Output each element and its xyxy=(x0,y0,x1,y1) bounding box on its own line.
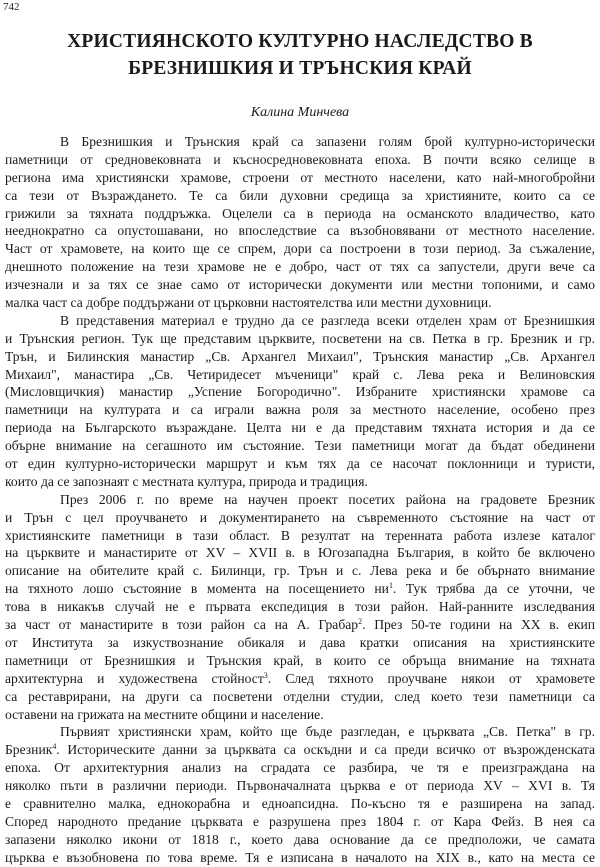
body-line xyxy=(5,187,595,205)
body-line xyxy=(5,205,595,223)
body-line xyxy=(5,473,595,491)
line-text: за част от манастирите в този район са на А. Грабар xyxy=(5,617,359,633)
line-text: са тези от Възраждането. Те са били духовни средища за християните, които са се xyxy=(5,187,595,203)
body-line xyxy=(5,509,595,527)
title-line-2: БРЕЗНИШКИЯ И ТРЪНСКИЯ КРАЙ xyxy=(128,58,472,79)
line-text: Трън, и Билинския манастир „Св. Архангел Михаил", Трънския манастир „Св. Архангел xyxy=(5,348,595,364)
footnote-ref[interactable]: 3 xyxy=(263,670,268,680)
line-text: региона има християнски храмове, строени от местното населени, като най-многобройни xyxy=(5,169,595,185)
line-text: са реставрирани, на други са посветени отделни студии, след което тези паметници са xyxy=(5,688,595,704)
line-text: църква е възобновена по това време. Тя е изписана в началото на XIX в., като на места се xyxy=(5,849,595,865)
body-line xyxy=(5,222,595,240)
body-line xyxy=(5,616,595,634)
body-line xyxy=(5,366,595,384)
line-text: описание на обителите край с. Билинци, гр. Трън и с. Лева река и бе обърнато внимание xyxy=(5,563,595,579)
line-text: През 2006 г. по време на научен проект посетих района на градовете Брезник xyxy=(60,491,595,507)
line-text: Част от храмовете, на които ще се спрем, дори са построени в този период. За съжаление, xyxy=(5,241,595,257)
body-line xyxy=(5,240,595,258)
body-line xyxy=(5,312,595,330)
line-text-continued: . След тяхното проучване някои от храмовете xyxy=(267,670,595,686)
line-text: Първият християнски храм, който ще бъде разгледан, е църквата „Св. Петка" в гр. xyxy=(60,724,595,740)
body-line xyxy=(5,544,595,562)
footnote-ref[interactable]: 2 xyxy=(358,617,363,627)
body-line xyxy=(5,151,595,169)
body-line xyxy=(5,455,595,473)
body-line xyxy=(5,527,595,545)
line-text: на църквите и манастирите от XV – XVII в. в Югозападна България, в който бе включено xyxy=(5,545,595,561)
article-body xyxy=(5,133,595,867)
body-line xyxy=(5,276,595,294)
line-text: оставени на грижата на местните общини и население. xyxy=(5,706,324,722)
line-text: Според народното предание църквата е разрушена през 1804 г. от Кара Фейз. В нея са xyxy=(5,813,595,829)
line-text: обърне внимание на сегашното им състояние. Тези паметници могат да бъдат обединени xyxy=(5,438,595,454)
body-line xyxy=(5,741,595,759)
line-text-continued: . Тук трябва да се уточни, че xyxy=(392,581,595,597)
body-line xyxy=(5,795,595,813)
body-line xyxy=(5,706,595,724)
body-line xyxy=(5,491,595,509)
article-title xyxy=(0,28,600,82)
body-line xyxy=(5,580,595,598)
line-text: това в никакъв случай не е първата експедиция в този район. Най-ранните изследвания xyxy=(5,599,595,615)
line-text: Михаил", манастира „Св. Четиридесет мъченици" край с. Лева река и Велиновския xyxy=(5,366,595,382)
body-line xyxy=(5,348,595,366)
body-line xyxy=(5,169,595,187)
footnote-ref[interactable]: 1 xyxy=(388,581,393,591)
body-line xyxy=(5,401,595,419)
line-text: паметници на културата и са играли важна роля за местното население, особено през xyxy=(5,402,595,418)
body-line xyxy=(5,813,595,831)
line-text: и Трънския регион. Тук ще представим църквите, посветени на св. Петка в гр. Брезник и гр. xyxy=(5,330,595,346)
line-text: изчезнали и за тях се знае само от исторически документи или местни топоними, и само xyxy=(5,277,595,293)
line-text: периода на Българското възраждане. Целта ни е да представим тяхната история и да се xyxy=(5,420,595,436)
line-text: малка част са добре поддържани от църковни настоятелства или местни духовници. xyxy=(5,295,492,311)
line-text: от Института за изкуствознание обикаля и дава кратки описания на християнските xyxy=(5,634,595,650)
title-line-1: ХРИСТИЯНСКОТО КУЛТУРНО НАСЛЕДСТВО В xyxy=(67,31,533,52)
body-line xyxy=(5,723,595,741)
body-line xyxy=(5,383,595,401)
body-line xyxy=(5,437,595,455)
body-line xyxy=(5,670,595,688)
line-text: които да се запознаят с местната култура, природа и традиция. xyxy=(5,473,368,489)
line-text: архитектурна и художествена стойност xyxy=(5,670,264,686)
line-text-continued: . Историческите данни за църквата са оскъдни и са преди всичко от възрожденската xyxy=(56,742,595,758)
author-name: Калина Минчева xyxy=(250,105,350,120)
line-text: В представения материал е трудно да се разгледа всеки отделен храм от Брезнишкия xyxy=(60,312,595,328)
line-text: е сравнително малка, еднокорабна и едноапсидна. По-късно тя е разширена на запад. xyxy=(5,795,595,811)
line-text: Брезник xyxy=(5,742,53,758)
body-line xyxy=(5,330,595,348)
page-number: 742 xyxy=(3,1,20,13)
line-text: и Трън с цел проучването и документирането на съвременното състояние на част от xyxy=(5,509,595,525)
line-text: на тяхното лошо състояние в момента на посещението ни xyxy=(5,581,389,597)
line-text: днешното положение на тези храмове не е добро, част от тях са запустели, други вече са xyxy=(5,259,595,275)
footnote-ref[interactable]: 4 xyxy=(52,742,57,752)
body-line xyxy=(5,849,595,867)
body-line xyxy=(5,634,595,652)
line-text: нееднократно са опустошавани, но впоследствие са възобновявани от местното население. xyxy=(5,223,595,239)
line-text: епоха. От архитектурния анализ на сградата се разбира, че тя е преизграждана на xyxy=(5,760,595,776)
line-text-continued: . През 50-те години на XX в. екип xyxy=(362,617,595,633)
body-line xyxy=(5,759,595,777)
line-text: запазени няколко икони от 1818 г., което дава основание да се предположи, че самата xyxy=(5,831,595,847)
line-text: грижили за тяхната поддръжка. Оцелели са в периода на османското владичество, като xyxy=(5,205,595,221)
line-text: В Брезнишкия и Трънския край са запазени голям брой културно-исторически xyxy=(60,134,595,149)
body-line xyxy=(5,652,595,670)
line-text: християнските паметници в тази област. В резултат на теренната работа излезе каталог xyxy=(5,527,595,543)
body-line xyxy=(5,598,595,616)
body-line xyxy=(5,688,595,706)
body-line xyxy=(5,258,595,276)
body-line xyxy=(5,419,595,437)
body-line xyxy=(5,294,595,312)
line-text: (Мисловщичкия) манастир „Успение Богородично". Избраните християнски храмове са xyxy=(5,384,595,400)
body-line xyxy=(5,777,595,795)
line-text: паметници от средновековната и къснoсредновековната епоха. В почти всяко селище в xyxy=(5,151,595,167)
line-text: няколко пъти в различни периоди. Първоначалната църква е от периода XV – XVI в. Тя xyxy=(5,778,595,794)
line-text: паметници от Брезнишкия и Трънския край, в които се обръща внимание на тяхната xyxy=(5,652,595,668)
body-line xyxy=(5,831,595,849)
body-line xyxy=(5,133,595,151)
line-text: от един културно-исторически маршрут и към тях да се насочат поклонници и туристи, xyxy=(5,456,595,472)
body-line xyxy=(5,562,595,580)
